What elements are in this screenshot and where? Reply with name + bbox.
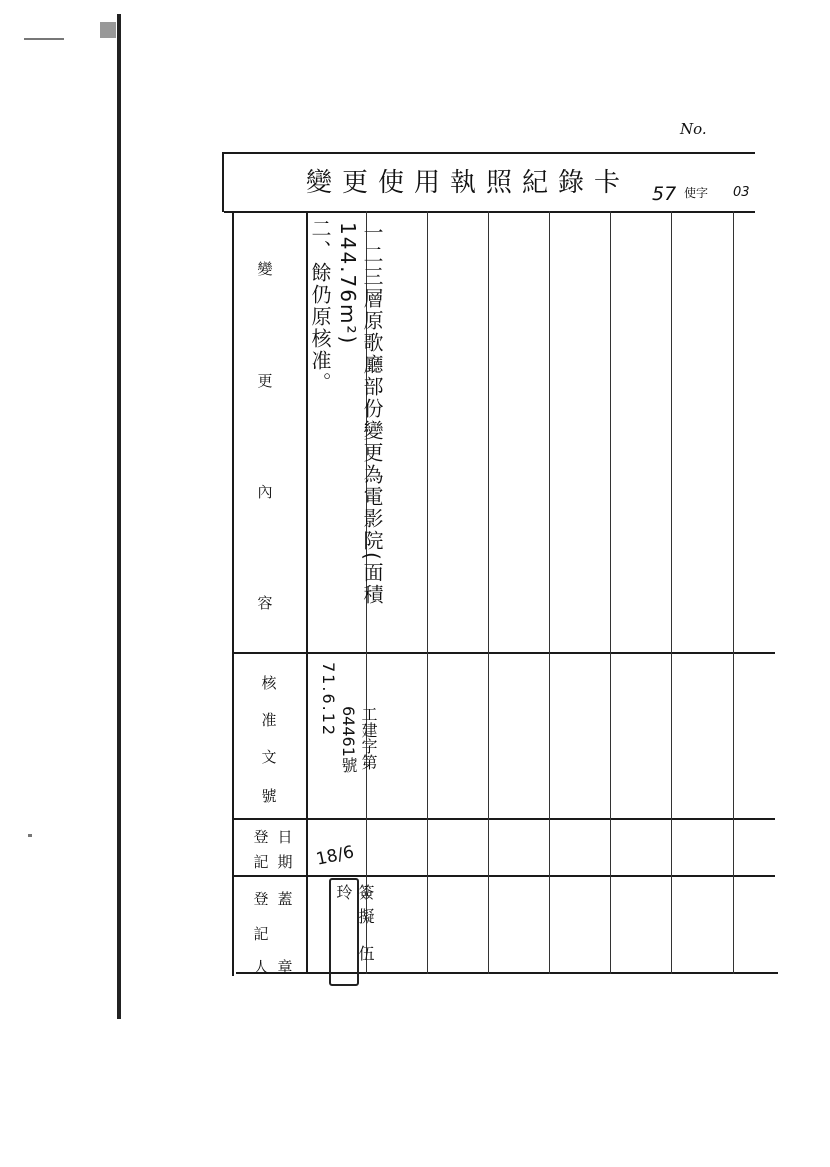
change-content-line-1: 一二三層原歌廳部份變更為電影院(面積144.76m²) <box>336 222 384 606</box>
registration-date: 18/6 <box>314 842 356 870</box>
label-seal-1: 蓋 <box>277 890 293 908</box>
registrant-seal-text: 簽擬 伍玲 <box>334 884 375 970</box>
header-left-border <box>222 152 224 212</box>
title-row-border <box>224 211 755 213</box>
registrant-seal <box>329 878 375 986</box>
label-approval-4: 號 <box>261 787 277 805</box>
scan-speck <box>24 38 64 40</box>
table-top-border <box>222 152 755 154</box>
column-divider <box>610 211 611 974</box>
label-seal-2: 章 <box>277 958 293 976</box>
label-change-2: 更 <box>257 372 273 390</box>
label-registrant-2: 記 <box>253 925 269 943</box>
serial-year: 57 <box>652 183 677 205</box>
content-row-border <box>232 652 775 654</box>
binding-edge <box>117 14 121 1019</box>
label-registrant-3: 人 <box>253 958 269 976</box>
scan-speck <box>28 834 32 837</box>
column-divider <box>733 211 734 974</box>
serial-number: 03 <box>733 185 750 200</box>
column-divider <box>488 211 489 974</box>
label-date-1: 日 <box>277 828 293 846</box>
column-divider <box>549 211 550 974</box>
label-registration-2: 記 <box>253 853 269 871</box>
label-approval-1: 核 <box>261 674 277 692</box>
scan-speck <box>100 22 116 38</box>
table-left-border <box>232 211 234 976</box>
approval-row-border <box>232 818 775 820</box>
seal-row-border <box>236 972 778 974</box>
label-change-1: 變 <box>257 260 273 278</box>
card-number-label: No. <box>680 120 707 138</box>
label-registration-1: 登 <box>253 828 269 846</box>
approval-date: 71.6.12 <box>319 662 338 738</box>
label-approval-3: 文 <box>261 748 277 766</box>
label-change-4: 容 <box>257 594 273 612</box>
label-change-3: 內 <box>257 483 273 501</box>
date-row-border <box>234 875 775 877</box>
column-divider <box>671 211 672 974</box>
approval-document-number: 工建字第64461號 <box>339 706 378 773</box>
label-registrant-1: 登 <box>253 890 269 908</box>
card-title: 變更使用執照紀錄卡 <box>306 168 631 198</box>
serial-type: 使字 <box>684 186 709 200</box>
column-divider <box>427 211 428 974</box>
label-date-2: 期 <box>277 853 293 871</box>
label-approval-2: 准 <box>261 711 277 729</box>
change-content-line-2: 二、餘仍原核准。 <box>308 218 332 394</box>
